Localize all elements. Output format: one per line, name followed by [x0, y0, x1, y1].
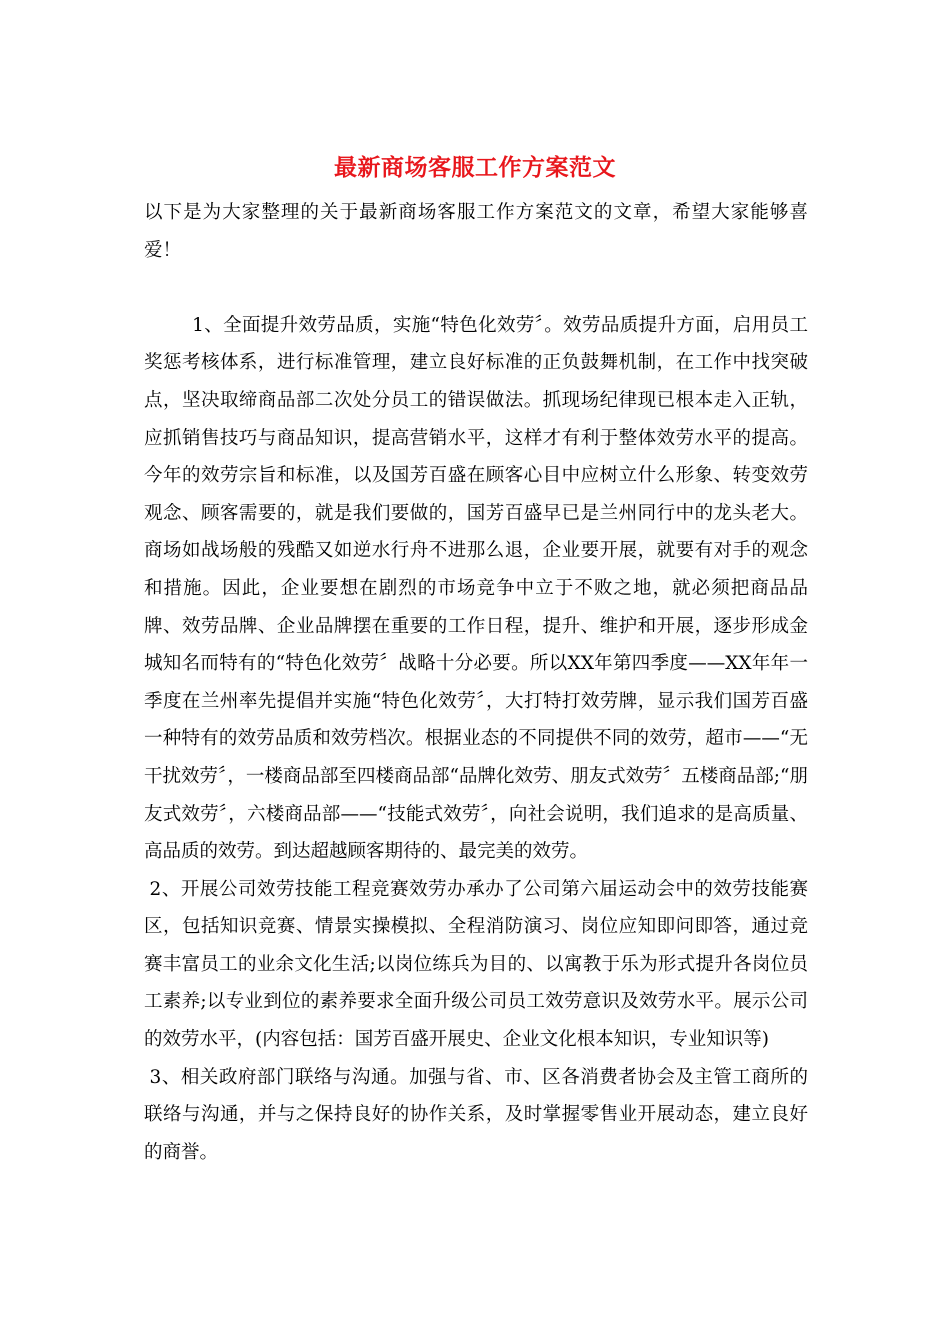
paragraph-2: 2、开展公司效劳技能工程竞赛效劳办承办了公司第六届运动会中的效劳技能赛区，包括知识竞赛、情景实操模拟、全程消防演习、岗位应知即问即答，通过竞赛丰富员工的业余文化生活;以岗位练兵为目的、以寓教于乐为形式提升各岗位员工素养;以专业到位的素养要求全面升级公司员工效劳意识及效劳水平。展示公司的效劳水平，(内容包括：国芳百盛开展史、企业文化根本知识，专业知识等): [144, 878, 808, 1051]
intro-paragraph: 以下是为大家整理的关于最新商场客服工作方案范文的文章，希望大家能够喜爱！: [144, 202, 808, 261]
paragraph-1: 1、全面提升效劳品质，实施“特色化效劳〞。效劳品质提升方面，启用员工奖惩考核体系，进行标准管理，建立良好标准的正负鼓舞机制，在工作中找突破点，坚决取缔商品部二次处分员工的错误做法。抓现场纪律现已根本走入正轨，应抓销售技巧与商品知识，提高营销水平，这样才有利于整体效劳水平的提高。今年的效劳宗旨和标准，以及国芳百盛在顾客心目中应树立什么形象、转变效劳观念、顾客需要的，就是我们要做的，国芳百盛早已是兰州同行中的龙头老大。商场如战场般的残酷又如逆水行舟不进那么退，企业要开展，就要有对手的观念和措施。因此，企业要想在剧烈的市场竞争中立于不败之地，就必须把商品品牌、效劳品牌、企业品牌摆在重要的工作日程，提升、维护和开展，逐步形成金城知名而特有的“特色化效劳〞战略十分必要。所以XX年第四季度——XX年年一季度在兰州率先提倡并实施“特色化效劳〞，大打特打效劳牌，显示我们国芳百盛一种特有的效劳品质和效劳档次。根据业态的不同提供不同的效劳，超市——“无干扰效劳〞，一楼商品部至四楼商品部“品牌化效劳、朋友式效劳〞五楼商品部;“朋友式效劳〞，六楼商品部——“技能式效劳〞，向社会说明，我们追求的是高质量、高品质的效劳。到达超越顾客期待的、最完美的效劳。: [144, 314, 808, 863]
document-title: 最新商场客服工作方案范文: [334, 154, 616, 181]
document-body: [144, 194, 808, 1171]
paragraph-3: 3、相关政府部门联络与沟通。加强与省、市、区各消费者协会及主管工商所的联络与沟通，并与之保持良好的协作关系，及时掌握零售业开展动态，建立良好的商誉。: [144, 1066, 808, 1163]
